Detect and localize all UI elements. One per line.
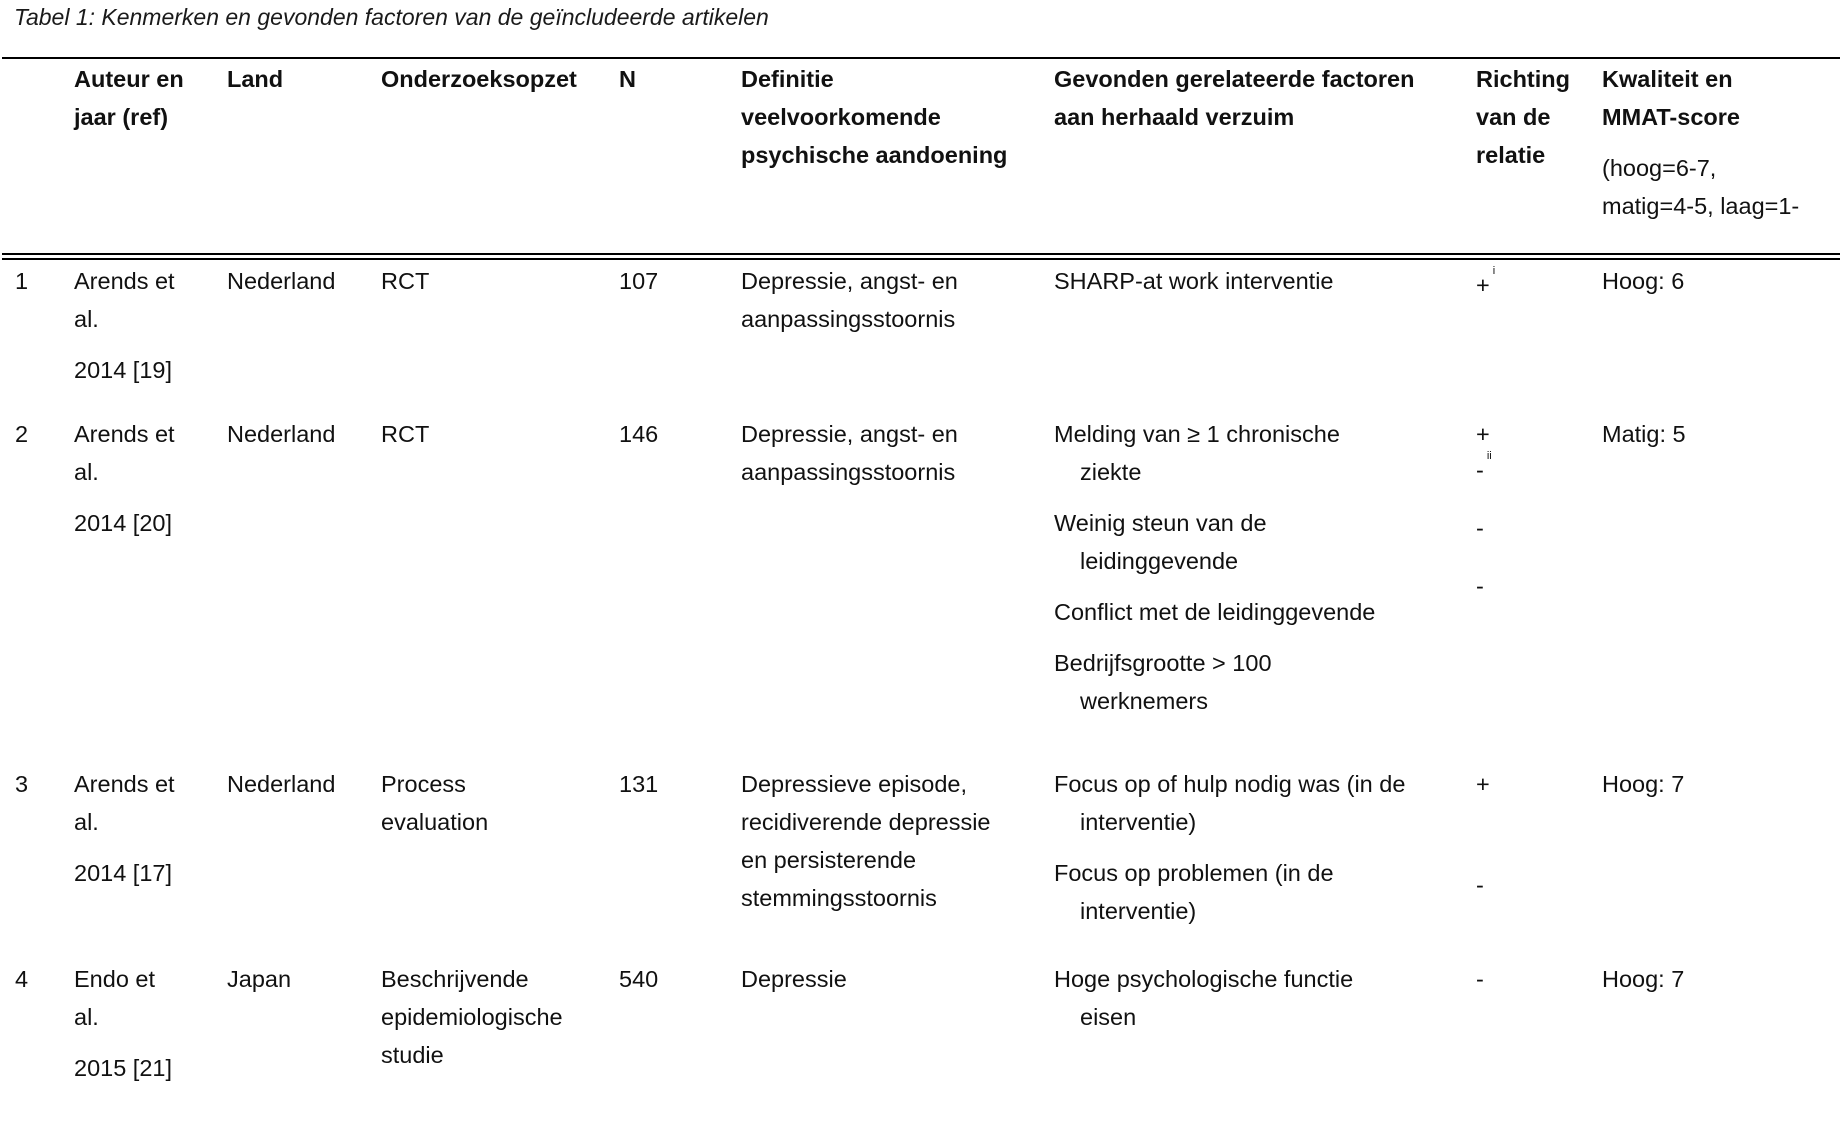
row-country: Japan <box>227 966 292 992</box>
row-design: Beschrijvende epidemiologische studie <box>381 966 563 1068</box>
row-factors: Focus op of hulp nodig was (in de interventie) Focus op problemen (in de interventie) <box>1054 771 1406 924</box>
row-direction: - <box>1476 966 1484 992</box>
header-rule-lower <box>2 258 1840 260</box>
row-author: Arends et al. 2014 [19] <box>74 268 175 383</box>
row-n: 107 <box>619 268 659 294</box>
row-design: RCT <box>381 268 430 294</box>
row-author: Arends et al. 2014 [20] <box>74 421 175 536</box>
row-factors: Hoge psychologische functie eisen <box>1054 966 1354 1030</box>
header-factors: Gevonden gerelateerde factoren aan herhaald verzuim <box>1054 66 1415 130</box>
row-quality: Hoog: 7 <box>1602 771 1685 797</box>
header-definition: Definitie veelvoorkomende psychische aandoening <box>741 66 1008 168</box>
row-direction: + - <box>1476 771 1490 898</box>
row-n: 131 <box>619 771 659 797</box>
row-author: Endo et al. 2015 [21] <box>74 966 173 1081</box>
row-factors: SHARP-at work interventie <box>1054 268 1334 294</box>
row-number: 4 <box>15 966 29 992</box>
row-number: 1 <box>15 268 29 294</box>
row-quality: Hoog: 6 <box>1602 268 1685 294</box>
row-design: RCT <box>381 421 430 447</box>
row-factors: Melding van ≥ 1 chronische ziekte Weinig steun van de leidinggevende Conflict met de leidinggevende Bedrijfsgrootte > 100 werknemers <box>1054 421 1376 714</box>
top-rule <box>2 57 1840 59</box>
row-country: Nederland <box>227 268 336 294</box>
header-quality: Kwaliteit en MMAT-score (hoog=6-7, matig=4-5, laag=1- <box>1602 66 1800 219</box>
row-author: Arends et al. 2014 [17] <box>74 771 175 886</box>
row-direction: +$^i$ <box>1476 265 1496 298</box>
header-design: Onderzoeksopzet <box>381 66 577 92</box>
header-quality-note: (hoog=6-7, <box>1602 155 1717 181</box>
header-author: Auteur en jaar (ref) <box>74 66 184 130</box>
footnote-mark: ii <box>1486 450 1492 462</box>
row-design: Process evaluation <box>381 771 489 835</box>
row-country: Nederland <box>227 421 336 447</box>
row-quality: Matig: 5 <box>1602 421 1686 447</box>
row-country: Nederland <box>227 771 336 797</box>
header-n: N <box>619 66 636 92</box>
row-number: 2 <box>15 421 29 447</box>
row-number: 3 <box>15 771 29 797</box>
row-definition: Depressie, angst- en aanpassingsstoornis <box>741 268 958 332</box>
row-definition: Depressieve episode, recidiverende depressie en persisterende stemmingsstoornis <box>741 771 991 911</box>
row-quality: Hoog: 7 <box>1602 966 1685 992</box>
row-n: 540 <box>619 966 659 992</box>
header-rule-upper <box>2 253 1840 255</box>
header-direction: Richting van de relatie <box>1476 66 1570 168</box>
row-definition: Depressie, angst- en aanpassingsstoornis <box>741 421 958 485</box>
row-n: 146 <box>619 421 659 447</box>
table-caption: Tabel 1: Kenmerken en gevonden factoren van de geïncludeerde artikelen <box>14 4 769 30</box>
row-direction: + -$^{ii}$ - - <box>1476 421 1492 599</box>
footnote-mark: i <box>1492 265 1496 277</box>
header-country: Land <box>227 66 284 92</box>
row-definition: Depressie <box>741 966 847 992</box>
